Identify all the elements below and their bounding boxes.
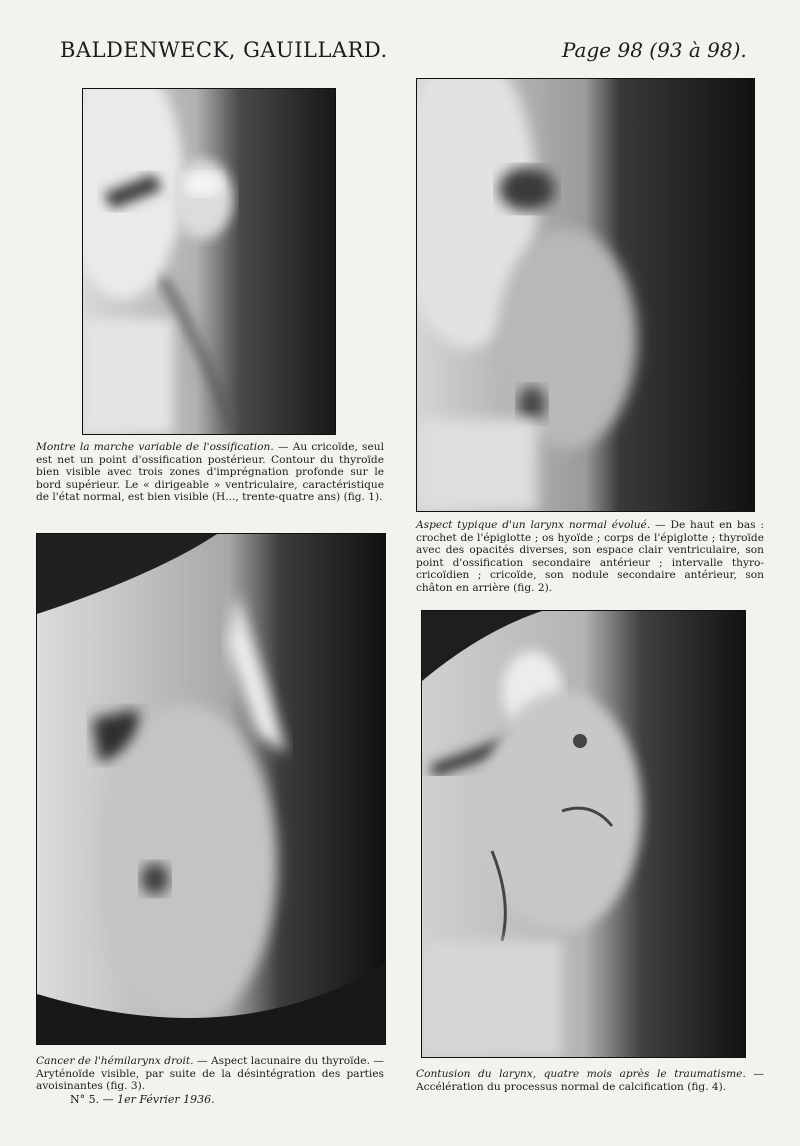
header-page-number: Page 98 (93 à 98). [562, 38, 747, 62]
caption-title: Aspect typique d'un larynx normal évolué. [416, 519, 651, 531]
caption-title: Montre la marche variable de l'ossification. [36, 441, 274, 453]
caption-body: — De haut en bas : crochet de l'épiglotte ; os hyoïde ; corps de l'épiglotte ; thyroïde avec des opacités diverses, son espace clair ventriculaire, son point d'ossification secondaire antérieur ; intervalle thyro-cricoïdien ; cricoïde, son nodule secondaire antérieur, son châton en arrière (fig. 2). [416, 519, 764, 594]
caption-title: Contusion du larynx, quatre mois après le traumatisme. [416, 1068, 746, 1080]
caption-fig-1 [36, 441, 384, 504]
caption-body: — Accélération du processus normal de calcification (fig. 4). [416, 1068, 764, 1093]
caption-title: Cancer de l'hémilarynx droit. [36, 1055, 194, 1067]
issue-number: N° 5. — [70, 1093, 118, 1106]
caption-body: — Au cricoïde, seul est net un point d'ossification postérieur. Contour du thyroïde bien visible avec trois zones d'imprégnation profonde sur le bord supérieur. Le « dirigeable » ventriculaire, caractéristique de l'état normal, est bien visible (H..., trente-quatre ans) (fig. 1). [36, 441, 384, 504]
header-authors: BALDENWECK, GAUILLARD. [60, 38, 388, 62]
caption-fig-3 [36, 1055, 384, 1093]
issue-footer [70, 1093, 215, 1106]
radiograph-fig-1 [82, 88, 336, 435]
radiograph-fig-2 [416, 78, 755, 512]
caption-fig-2 [416, 519, 764, 595]
caption-body: — Aspect lacunaire du thyroïde. — Aryténoïde visible, par suite de la désintégration des parties avoisinantes (fig. 3). [36, 1055, 384, 1093]
issue-date: 1er Février 1936. [117, 1093, 215, 1106]
radiograph-fig-4 [421, 610, 746, 1058]
caption-fig-4 [416, 1068, 764, 1093]
radiograph-fig-3 [36, 533, 386, 1045]
